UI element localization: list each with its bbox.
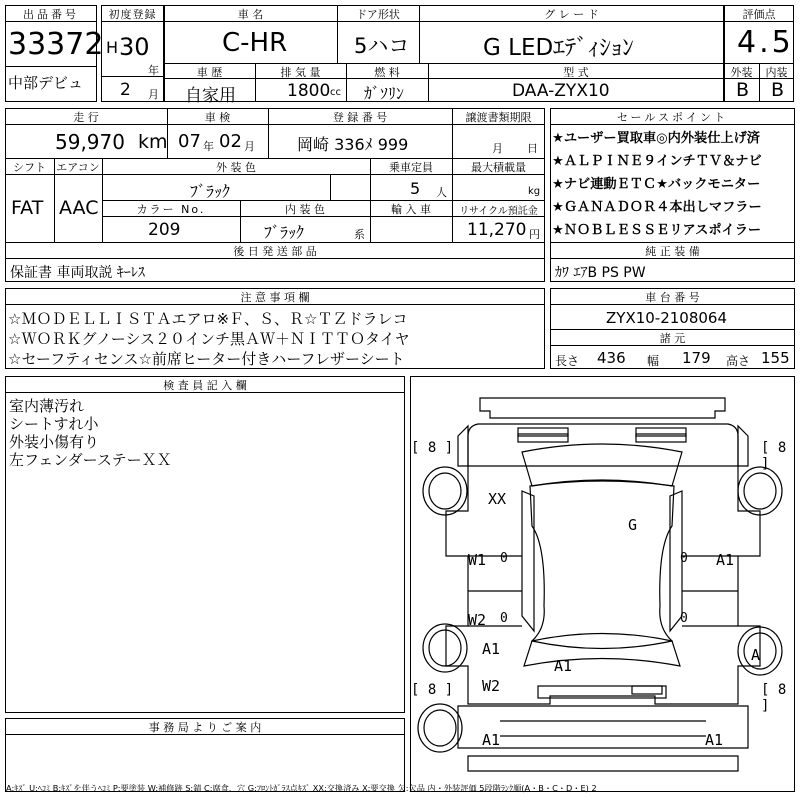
model-code: DAA-ZYX10 bbox=[512, 81, 610, 101]
mileage-label: 走 行 bbox=[73, 111, 99, 124]
displacement: 1800 bbox=[287, 81, 331, 101]
int-color-unit: 系 bbox=[354, 228, 365, 241]
note-line: ☆ＭＯＤＥＬＬＩＳＴＡエアロ※Ｆ、Ｓ、Ｒ☆ＴＺドラレコ bbox=[8, 310, 408, 328]
inspector-line: 左フェンダーステーＸＸ bbox=[9, 451, 172, 469]
inspector-label: 検 査 員 記 入 欄 bbox=[163, 379, 247, 392]
sales-label: セールスポイント bbox=[616, 111, 728, 124]
car-name-label: 車 名 bbox=[237, 8, 264, 21]
recycle: 11,270 bbox=[467, 220, 527, 240]
spec-label: 諸 元 bbox=[659, 332, 686, 345]
damage-mark: A bbox=[751, 646, 761, 664]
office-label: 事 務 局 よ り ご 案 内 bbox=[148, 721, 262, 734]
door-type: 5ハコ bbox=[354, 34, 410, 58]
transfer-day: 日 bbox=[527, 142, 538, 155]
fuel-label: 燃 料 bbox=[374, 66, 400, 79]
damage-mark: A1 bbox=[482, 731, 501, 749]
ext-grade: B bbox=[736, 79, 750, 101]
int-color: ﾌﾞﾗｯｸ bbox=[264, 223, 305, 242]
sales-point: ★ＧＡＮＡＤＯＲ４本出しマフラー bbox=[552, 200, 762, 215]
equip-label: 純 正 装 備 bbox=[645, 245, 700, 258]
recycle-unit: 円 bbox=[529, 228, 540, 241]
damage-mark: XX bbox=[488, 490, 507, 508]
length: 436 bbox=[597, 349, 626, 367]
damage-mark: G bbox=[628, 516, 638, 534]
ext-color-label: 外 装 色 bbox=[216, 161, 256, 174]
history-label: 車 歴 bbox=[196, 66, 223, 79]
lot-number: 33372 bbox=[8, 27, 104, 62]
insp-year: 07 bbox=[178, 131, 201, 152]
sales-point: ★ユーザー買取車◎内外装仕上げ済 bbox=[552, 131, 760, 146]
transfer-label: 譲渡書類期限 bbox=[465, 111, 532, 124]
sales-point: ★ＡＬＰＩＮＥ９インチＴＶ＆ナビ bbox=[552, 154, 762, 169]
damage-mark: 0 bbox=[680, 551, 688, 566]
damage-mark: 0 bbox=[500, 551, 508, 566]
damage-mark: A1 bbox=[705, 731, 724, 749]
ext-label: 外装 bbox=[730, 66, 753, 79]
grade: G LEDｴﾃﾞｨｼｮﾝ bbox=[483, 35, 634, 61]
first-reg-label: 初度登録 bbox=[108, 8, 157, 21]
notes-label: 注 意 事 項 欄 bbox=[240, 291, 310, 304]
fuel: ｶﾞｿﾘﾝ bbox=[364, 84, 405, 103]
year-unit: 年 bbox=[148, 64, 159, 77]
capacity-label: 乗車定員 bbox=[389, 161, 433, 174]
width-label: 幅 bbox=[647, 354, 660, 368]
damage-mark: A1 bbox=[554, 657, 573, 675]
ext-color: ﾌﾞﾗｯｸ bbox=[190, 182, 231, 201]
shift: FAT bbox=[11, 197, 44, 219]
equip: ｶﾜ ｴｱB PS PW bbox=[555, 265, 646, 281]
lot-label: 出品番号 bbox=[23, 8, 79, 21]
damage-mark: W1 bbox=[468, 551, 487, 569]
score: 4.5 bbox=[737, 25, 794, 60]
color-no-label: カラー No. bbox=[136, 203, 206, 216]
model-label: 型 式 bbox=[563, 66, 589, 79]
sales-point: ★ナビ連動ＥＴＣ★バックモニター bbox=[552, 177, 761, 192]
ac: AAC bbox=[59, 197, 99, 219]
int-grade: B bbox=[771, 79, 785, 101]
insp-year-unit: 年 bbox=[203, 140, 214, 153]
transfer-month: 月 bbox=[492, 142, 503, 155]
tire-depth-tr: [ 8 ] bbox=[761, 440, 787, 472]
car-name: C-HR bbox=[222, 28, 288, 58]
chassis-label: 車 台 番 号 bbox=[645, 291, 700, 304]
damage-mark: A1 bbox=[716, 551, 735, 569]
recycle-label: リサイクル預託金 bbox=[459, 206, 538, 217]
length-label: 長さ bbox=[555, 354, 580, 368]
note-line: ☆ＷＯＲＫグノーシス２０インチ黒ＡＷ＋ＮＩＴＴＯタイヤ bbox=[8, 330, 410, 348]
auction-name: 中部デビュ bbox=[8, 74, 84, 92]
chassis-number: ZYX10-2108064 bbox=[606, 309, 728, 327]
month-unit: 月 bbox=[148, 88, 159, 101]
import-label: 輸 入 車 bbox=[391, 203, 431, 216]
damage-mark: 0 bbox=[680, 611, 688, 626]
score-label: 評価点 bbox=[742, 8, 776, 21]
car-outline bbox=[410, 376, 795, 792]
tire-depth-bl: [ 8 ] bbox=[411, 682, 454, 698]
int-label: 内装 bbox=[765, 66, 788, 79]
reg-number: 岡崎 336ﾒ 999 bbox=[297, 135, 409, 154]
insp-month: 02 bbox=[219, 131, 242, 152]
door-label: ドア形状 bbox=[356, 8, 400, 21]
damage-mark: 0 bbox=[500, 611, 508, 626]
damage-mark: W2 bbox=[468, 611, 487, 629]
reg-label: 登 録 番 号 bbox=[332, 111, 388, 124]
reg-month: 2 bbox=[120, 80, 131, 100]
note-line: ☆セーフティセンス☆前席ヒーター付きハーフレザーシート bbox=[8, 350, 405, 368]
insp-month-unit: 月 bbox=[244, 140, 255, 153]
load-unit: kg bbox=[528, 186, 541, 197]
capacity-unit: 人 bbox=[436, 186, 447, 199]
inspector-line: 外装小傷有り bbox=[9, 433, 100, 451]
history: 自家用 bbox=[185, 86, 236, 106]
capacity: 5 bbox=[410, 179, 421, 198]
ac-label: エアコン bbox=[56, 161, 100, 174]
width: 179 bbox=[682, 349, 711, 367]
shift-label: シフト bbox=[13, 161, 46, 174]
int-color-label: 内 装 色 bbox=[285, 203, 325, 216]
height-label: 高さ bbox=[726, 354, 751, 368]
damage-mark: W2 bbox=[482, 677, 501, 695]
inspection-label: 車 検 bbox=[204, 111, 231, 124]
sales-point: ★ＮＯＢＬＥＳＳＥリアスポイラー bbox=[552, 223, 762, 238]
later-items: 保証書 車両取説 ｷｰﾚｽ bbox=[10, 265, 145, 281]
load-label: 最大積載量 bbox=[471, 161, 526, 174]
legend: A:ｷｽﾞ U:ﾍｺﾐ B:ｷｽﾞを伴うﾍｺﾐ P:要塗装 W:補修跡 S:錆 C:腐食、穴 G:ﾌﾛﾝﾄｶﾞﾗｽ点ｷｽﾞ XX:交換済み X:要交換 欠:欠品 内・外装評価 5段階ﾗﾝｸ順(A・B・C・D・E) 2 bbox=[6, 783, 597, 793]
mileage: 59,970 bbox=[55, 130, 125, 154]
inspector-line: シートすれ小 bbox=[9, 415, 99, 433]
later-label: 後 日 発 送 部 品 bbox=[233, 245, 317, 258]
mileage-unit: km bbox=[138, 131, 168, 153]
tire-depth-tl: [ 8 ] bbox=[411, 440, 454, 456]
tire-depth-br: [ 8 ] bbox=[761, 682, 787, 714]
displacement-label: 排 気 量 bbox=[280, 66, 321, 79]
displacement-unit: cc bbox=[330, 87, 341, 98]
color-no: 209 bbox=[148, 220, 181, 240]
reg-year: 30 bbox=[119, 33, 150, 61]
height: 155 bbox=[761, 349, 790, 367]
inspector-line: 室内薄汚れ bbox=[9, 397, 85, 415]
damage-mark: A1 bbox=[482, 640, 501, 658]
era: H bbox=[106, 38, 119, 57]
grade-label: グ レ ー ド bbox=[544, 8, 599, 21]
